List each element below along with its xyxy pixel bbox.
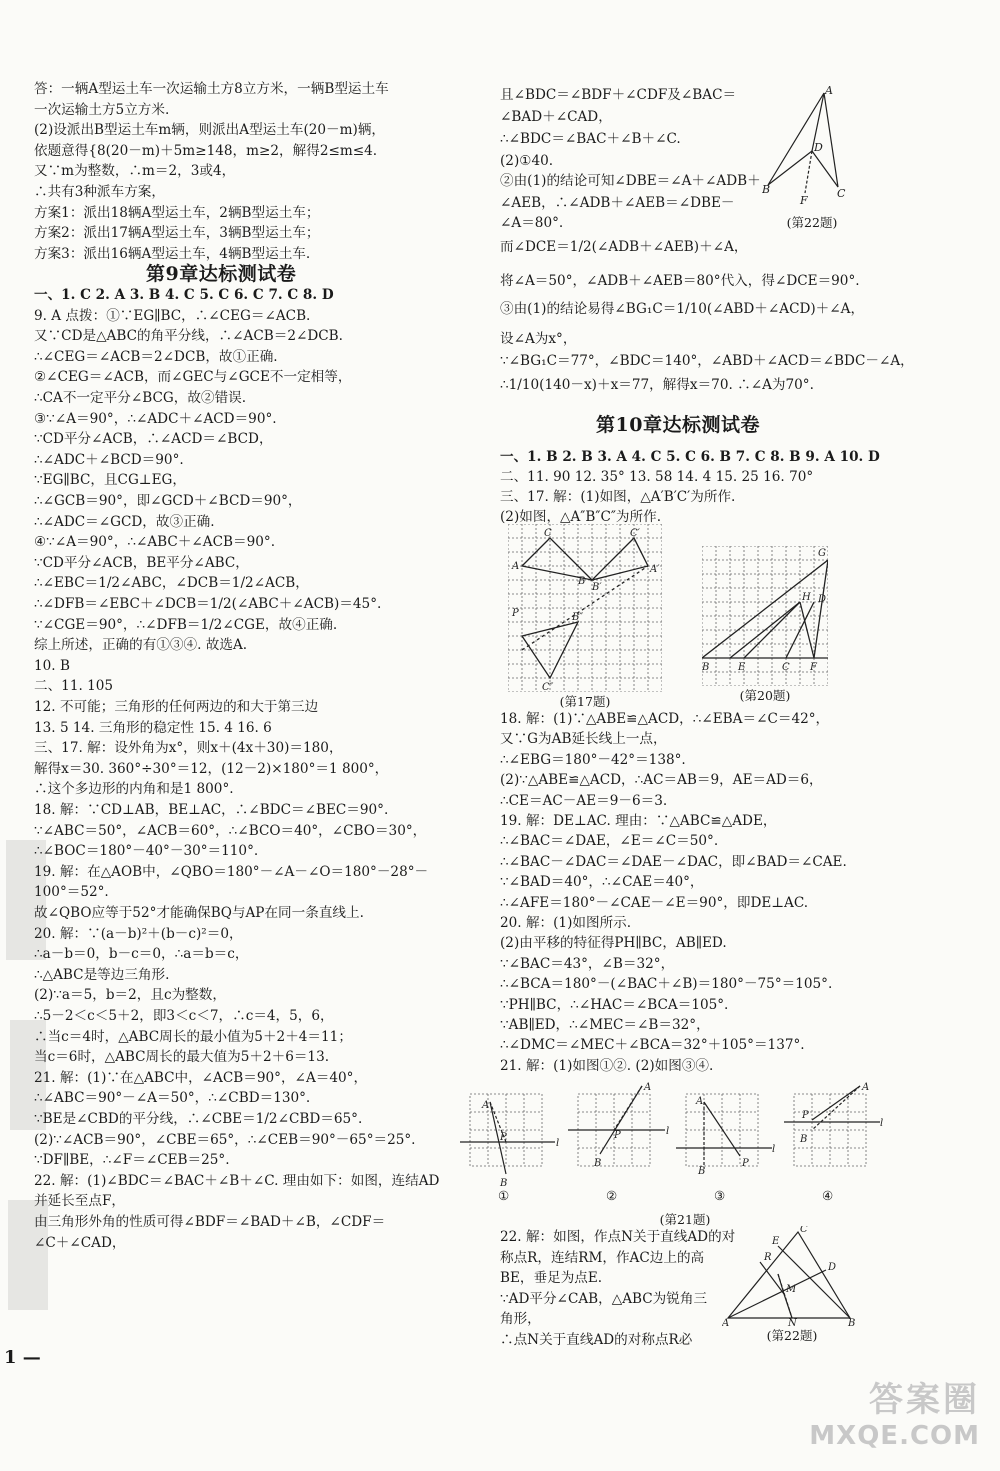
svg-text:A: A: [644, 1082, 652, 1093]
svg-text:E: E: [772, 1236, 780, 1247]
left_column-lines-line: ③∵∠A＝90°，∴∠ADC＋∠ACD＝90°.: [34, 410, 277, 427]
left_column-lines-line: ∴这个多边形的内角和是1 800°.: [34, 781, 234, 798]
left_column-lines-line: (2)设派出B型运土车m辆，则派出A型运土车(20－m)辆，: [34, 122, 386, 139]
left_column-lines-line: 二、11. 105: [34, 678, 114, 695]
right_column-lines_bottom-line: 角形，: [500, 1311, 541, 1328]
watermark-url: MXQE.COM: [809, 1421, 980, 1451]
right_column-lines_top-line: 将∠A＝50°，∠ADB＋∠AEB＝80°代入，得∠DCE＝90°.: [500, 273, 860, 289]
svg-text:B: B: [762, 183, 771, 196]
ghost-edge-mark: [0, 820, 60, 1340]
svg-text:B: B: [578, 576, 586, 587]
figure-21-sublabels: [460, 1188, 910, 1210]
watermark-title: 答案圈: [869, 1380, 980, 1420]
left_column-lines-line: 18. 解：∵CD⊥AB，BE⊥AC，∴∠BDC＝∠BEC＝90°.: [34, 802, 389, 818]
figure-21-caption: (第21题): [659, 1212, 711, 1227]
right_column-lines_top-line: 二、11. 90 12. 35° 13. 58 14. 4 15. 25 16. 70°: [500, 469, 814, 485]
left_column-lines-line: 故∠QBO应等于52°才能确保BQ与AP在同一条直线上.: [34, 905, 364, 921]
right_column-lines_mid-line: ∵∠BAD＝40°，∴∠CAE＝40°，: [500, 874, 704, 891]
right_column-lines_bottom-line: ∵AD平分∠CAB，△ABC为锐角三: [500, 1290, 708, 1307]
left_column-lines-line: ∴∠ADC＋∠BCD＝90°.: [34, 451, 184, 468]
left_column-lines-line: ∴△ABC是等边三角形.: [34, 966, 170, 983]
right_column-lines_mid-line: ∵PH∥BC，∴∠HAC＝∠BCA＝105°.: [500, 996, 729, 1013]
left_column-lines-line: ∴∠DFB＝∠EBC＋∠DCB＝1/2(∠ABC＋∠ACB)＝45°.: [34, 596, 382, 612]
sub-label-1: ①: [498, 1188, 510, 1203]
left_column-lines-line: 20. 解：∵(a－b)²＋(b－c)²＝0，: [34, 925, 243, 942]
svg-text:A′: A′: [650, 564, 660, 575]
left_column-lines-line: ∴∠EBC＝1/2∠ABC，∠DCB＝1/2∠ACB，: [34, 575, 309, 592]
left_column-lines-line: ∴∠ADC＝∠GCD，故③正确.: [34, 513, 215, 530]
left_column-lines-line: 100°＝52°.: [34, 884, 109, 901]
svg-text:C: C: [800, 1226, 808, 1235]
svg-text:C: C: [837, 187, 846, 200]
svg-text:F: F: [800, 194, 808, 207]
right_column-lines_bottom-line: 称点R，连结RM，作AC边上的高: [500, 1249, 705, 1266]
svg-text:l: l: [880, 1118, 884, 1129]
svg-text:l: l: [772, 1144, 776, 1155]
left_column-lines-line: (2)∵∠ACB＝90°，∠CBE＝65°，∴∠CEB＝90°－65°＝25°.: [34, 1131, 416, 1148]
figure-21-drawing: [460, 1082, 910, 1188]
sub-label-4: ④: [822, 1188, 834, 1203]
left_column-lines-line: ∵DF∥BE，∴∠F＝∠CEB＝25°.: [34, 1152, 230, 1169]
figure-20-grid: [702, 546, 828, 686]
left_column-lines-line: 当c＝6时，△ABC周长的最大值为5＋2＋6＝13.: [34, 1049, 330, 1066]
left_column-lines-line: ∴a－b＝0，b－c＝0，∴a＝b＝c，: [34, 946, 249, 963]
left_column-lines-line: 22. 解：(1)∠BDC＝∠BAC＋∠B＋∠C. 理由如下：如图，连结AD: [34, 1172, 440, 1189]
left_column-lines-line: 12. 不可能；三角形的任何两边的和大于第三边: [34, 699, 319, 715]
left_column-lines-line: 方案1：派出18辆A型运土车，2辆B型运土车；: [34, 204, 320, 221]
figure-22-bottom: [722, 1226, 862, 1356]
left_column-lines-line: ∴CA不一定平分∠BCG，故②错误.: [34, 390, 247, 406]
section-heading-ch10: 第10章达标测试卷: [596, 414, 760, 436]
left_column-lines-line: 方案2：派出17辆A型运土车，3辆B型运土车；: [34, 225, 320, 242]
svg-text:M: M: [786, 1284, 797, 1295]
svg-text:N: N: [788, 1318, 797, 1326]
svg-text:D: D: [818, 594, 827, 605]
right_column-lines_bottom-line: ∴点N关于直线AD的对称点R必: [500, 1332, 693, 1348]
sub-label-3: ③: [714, 1188, 726, 1203]
left_column-lines-line: ∵∠ABC＝50°，∠ACB＝60°，∴∠BCO＝40°，∠CBO＝30°，: [34, 822, 427, 839]
left_column-lines-line: 21. 解：(1)∵在△ABC中，∠ACB＝90°，∠A＝40°，: [34, 1069, 368, 1086]
svg-text:R: R: [764, 1252, 772, 1263]
right_column-lines_mid-line: (2)∵△ABE≌△ACD，∴AC＝AB＝9，AE＝AD＝6，: [500, 772, 823, 789]
right_column-lines_mid-line: ∴∠BAC－∠DAC＝∠DAE－∠DAC，即∠BAD＝∠CAE.: [500, 853, 847, 870]
right_column-lines_top-line: ∠BAD＋∠CAD，: [500, 109, 612, 125]
svg-text:B: B: [848, 1318, 856, 1326]
right_column-lines_mid-line: ∴∠BAC＝∠DAE，∠E＝∠C＝50°.: [500, 833, 719, 850]
figure-22-top: [762, 85, 862, 230]
figure-21: [460, 1082, 910, 1227]
left_column-lines-line: 又∵m为整数，∴m＝2，3或4，: [34, 163, 236, 180]
left_column-lines-line: ∴当c＝4时，△ABC周长的最小值为5＋2＋4＝11；: [34, 1028, 352, 1045]
right_column-lines_mid-line: 18. 解：(1)∵△ABE≌△ACD，∴∠EBA＝∠C＝42°，: [500, 711, 830, 727]
right_column-lines_top-line: 而∠DCE＝1/2(∠ADB＋∠AEB)＋∠A，: [500, 239, 748, 255]
left_column-lines-line: (2)∵a＝5，b＝2，且c为整数，: [34, 987, 226, 1004]
left_column-lines-line: 依题意得{8(20－m)＋5m≥148，m≥2，解得2≤m≤4.: [34, 142, 378, 159]
left_column-lines-line: ∴∠GCB＝90°，即∠GCD＋∠BCD＝90°，: [34, 493, 302, 509]
svg-text:B′: B′: [592, 582, 602, 593]
left_column-lines-line: 9. A 点拨：①∵EG∥BC，∴∠CEG＝∠ACB.: [34, 307, 311, 324]
figure-22-bottom-drawing: [722, 1226, 862, 1326]
right_column-lines_mid-line: ∵AB∥ED，∴∠MEC＝∠B＝32°，: [500, 1017, 710, 1033]
left_column-lines-line: 综上所述，正确的有①③④. 故选A.: [34, 637, 248, 654]
svg-text:G: G: [818, 548, 826, 559]
left_column-lines-line: ∴∠CEG＝∠ACB＝2∠DCB，故①正确.: [34, 348, 278, 365]
svg-text:D: D: [828, 1262, 837, 1273]
svg-text:C′: C′: [630, 528, 640, 539]
left_column-lines-line: 19. 解：在△AOB中，∠QBO＝180°－∠A－∠O＝180°－28°－: [34, 863, 429, 880]
left_column-lines-line: 并延长至点F，: [34, 1193, 125, 1210]
svg-text:P: P: [742, 1158, 749, 1169]
right_column-lines_top-line: 且∠BDC＝∠BDF＋∠CDF及∠BAC＝: [500, 87, 737, 103]
figure-20-caption: (第20题): [739, 688, 791, 703]
figure-17-caption: (第17题): [559, 694, 611, 709]
right_column-lines_top-line: ∴1/10(140－x)＋x＝77，解得x＝70. ∴∠A为70°.: [500, 377, 814, 393]
svg-text:D: D: [814, 141, 823, 154]
svg-text:A: A: [696, 1096, 704, 1107]
right_column-lines_top-line: ∠AEB，∴∠ADB＋∠AEB＝∠DBE－: [500, 195, 735, 211]
right_column-lines_bottom-line: BE，垂足为点E.: [500, 1270, 603, 1287]
svg-text:A: A: [825, 85, 833, 97]
right_column-lines_mid-line: ∴∠EBG＝180°－42°＝138°.: [500, 751, 686, 768]
svg-text:B: B: [594, 1158, 602, 1169]
watermark: [809, 1372, 980, 1451]
right_column-lines_mid-line: ∴CE＝AC－AE＝9－6＝3.: [500, 792, 668, 809]
left_column-lines-line: ∴共有3种派车方案，: [34, 184, 165, 200]
svg-text:P: P: [802, 1110, 809, 1121]
svg-text:C: C: [782, 662, 790, 673]
right_column-lines_mid-line: 20. 解：(1)如图所示.: [500, 915, 632, 931]
right_column-lines_top-line: (2)如图，△A″B″C″为所作.: [500, 509, 662, 525]
svg-text:F: F: [810, 662, 817, 673]
right_column-lines_mid-line: 19. 解：DE⊥AC. 理由：∵△ABC≌△ADE，: [500, 813, 777, 829]
figure-22-top-drawing: [762, 85, 862, 213]
svg-text:A: A: [722, 1318, 730, 1326]
left_column-lines-line: 又∵CD是△ABC的角平分线，∴∠ACB＝2∠DCB.: [34, 328, 343, 345]
left_column-lines-line: 一、1. C 2. A 3. B 4. C 5. C 6. C 7. C 8. D: [34, 287, 334, 303]
svg-text:P: P: [512, 608, 519, 619]
svg-text:B: B: [702, 662, 710, 673]
left_column-lines-line: ∵BE是∠CBD的平分线，∴∠CBE＝1/2∠CBD＝65°.: [34, 1111, 363, 1127]
right_column-lines_top-line: ∵∠BG₁C＝77°，∠BDC＝140°，∠ABD＋∠ACD＝∠BDC－∠A，: [500, 353, 914, 369]
left_column-lines-line: 三、17. 解：设外角为x°，则x＋(4x＋30)＝180，: [34, 740, 343, 757]
left_column-lines-line: ②∠CEG＝∠ACB，而∠GEC与∠GCE不一定相等，: [34, 369, 352, 386]
left_column-lines-line: 解得x＝30. 360°÷30°＝12，(12－2)×180°＝1 800°，: [34, 760, 389, 777]
left_column-lines-line: ④∵∠A＝90°，∴∠ABC＋∠ACB＝90°.: [34, 534, 276, 551]
page-number: 1 —: [4, 1347, 41, 1368]
svg-text:B: B: [698, 1166, 706, 1177]
right_column-lines_mid-line: (2)由平移的特征得PH∥BC，AB∥ED.: [500, 935, 727, 952]
svg-text:C: C: [544, 528, 552, 539]
left_column-lines-line: ∵EG∥BC，且CG⊥EG，: [34, 472, 186, 489]
svg-text:B″: B″: [572, 612, 584, 623]
right_column-lines_top-line: ②由(1)的结论可知∠DBE＝∠A＋∠ADB＋: [500, 173, 761, 189]
left_column-lines-line: ∵CD平分∠ACB，BE平分∠ABC，: [34, 554, 249, 571]
svg-text:l: l: [556, 1138, 560, 1149]
right_column-lines_top-line: ∠A＝80°.: [500, 215, 564, 231]
right_column-lines_bottom-line: 22. 解：如图，作点N关于直线AD的对: [500, 1229, 736, 1245]
right_column-lines_mid-line: ∴∠AFE＝180°－∠CAE－∠E＝90°，即DE⊥AC.: [500, 894, 809, 911]
left_column-lines-line: 一次运输土方5立方米.: [34, 101, 170, 118]
figure-20: [702, 546, 828, 736]
figure-22-bottom-caption: (第22题): [766, 1328, 818, 1343]
figure-17: [508, 524, 662, 734]
right_column-lines_top-line: ③由(1)的结论易得∠BG₁C＝1/10(∠ABD＋∠ACD)＋∠A，: [500, 301, 865, 317]
svg-text:B: B: [500, 1178, 508, 1188]
right_column-lines_mid-line: 21. 解：(1)如图①②. (2)如图③④.: [500, 1057, 714, 1074]
right_column-lines_top-line: 设∠A为x°，: [500, 331, 577, 347]
right_column-lines_mid-line: ∴∠BCA＝180°－(∠BAC＋∠B)＝180°－75°＝105°.: [500, 976, 833, 993]
left_column-lines-line: 方案3：派出16辆A型运土车，4辆B型运土车.: [34, 245, 311, 262]
left_column-lines-line: ∴5－2＜c＜5＋2，即3＜c＜7，∴c＝4，5，6，: [34, 1008, 334, 1024]
svg-text:A: A: [512, 561, 520, 572]
svg-text:A: A: [862, 1082, 870, 1093]
right_column-lines_mid-line: ∴∠DMC＝∠MEC＋∠BCA＝32°＋105°＝137°.: [500, 1037, 805, 1054]
right_column-lines_top-line: 一、1. B 2. B 3. A 4. C 5. C 6. B 7. C 8. B 9. A 10. D: [500, 449, 880, 465]
svg-text:P: P: [614, 1130, 621, 1141]
left_column-lines-line: ∵∠CGE＝90°，∴∠DFB＝1/2∠CGE，故④正确.: [34, 616, 338, 633]
right_column-lines_mid-line: ∵∠BAC＝43°，∠B＝32°，: [500, 955, 675, 972]
right_column-lines_top-line: ∴∠BDC＝∠BAC＋∠B＋∠C.: [500, 131, 681, 147]
right_column-lines_top-line: (2)①40.: [500, 153, 554, 169]
section-heading-ch9: 第9章达标测试卷: [146, 263, 297, 286]
svg-text:E: E: [738, 662, 746, 673]
left_column-lines-line: 13. 5 14. 三角形的稳定性 15. 4 16. 6: [34, 719, 272, 736]
left_column-lines-line: ∴∠BOC＝180°－40°－30°＝110°.: [34, 843, 259, 860]
left_column-lines-line: 由三角形外角的性质可得∠BDF＝∠BAD＋∠B，∠CDF＝: [34, 1214, 386, 1230]
svg-text:A: A: [482, 1100, 490, 1111]
svg-text:H: H: [802, 592, 811, 603]
svg-text:B: B: [800, 1134, 808, 1145]
svg-text:l: l: [666, 1126, 670, 1137]
svg-text:C″: C″: [542, 682, 554, 692]
left_column-lines-line: 10. B: [34, 657, 70, 674]
left_column-lines-line: 答：一辆A型运土车一次运输土方8立方米，一辆B型运土车: [34, 81, 389, 97]
left_column-lines-line: ∵CD平分∠ACB，∴∠ACD＝∠BCD，: [34, 431, 273, 448]
figure-17-grid: [508, 524, 662, 692]
right_column-lines_top-line: 三、17. 解：(1)如图，△A′B′C′为所作.: [500, 489, 736, 505]
right_column-lines_mid-line: 又∵G为AB延长线上一点，: [500, 731, 667, 748]
sub-label-2: ②: [606, 1188, 618, 1203]
left_column-lines-line: ∠C＋∠CAD，: [34, 1234, 126, 1251]
svg-text:P: P: [500, 1132, 507, 1143]
left_column-lines-line: ∴∠ABC＝90°－∠A＝50°，∴∠CBD＝130°.: [34, 1090, 311, 1107]
figure-22-top-caption: (第22题): [786, 215, 838, 230]
